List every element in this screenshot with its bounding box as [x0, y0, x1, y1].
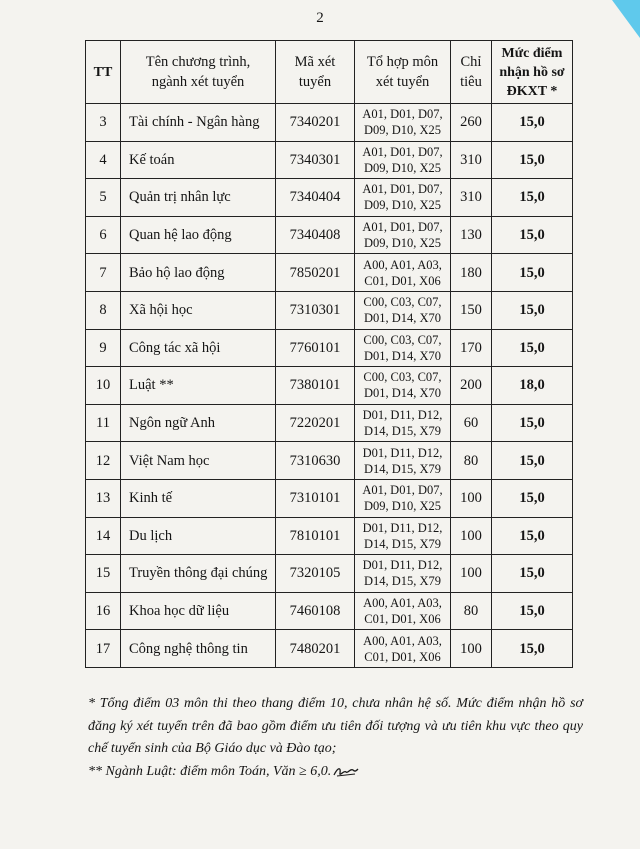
header-tt: TT: [86, 41, 121, 104]
row-code: 7320105: [276, 555, 355, 593]
row-score: 15,0: [492, 254, 573, 292]
row-quota: 100: [451, 555, 492, 593]
row-score: 18,0: [492, 367, 573, 405]
row-combo-line2: C01, D01, X06: [364, 273, 441, 288]
row-combo-line2: D14, D15, X79: [363, 574, 442, 589]
row-program-name: Truyền thông đại chúng: [121, 555, 276, 593]
row-code: 7340408: [276, 216, 355, 254]
admission-table: [85, 40, 573, 668]
row-combo: [355, 254, 451, 292]
row-combo-line1: A00, A01, A03,: [363, 633, 442, 648]
row-program-name: Khoa học dữ liệu: [121, 592, 276, 630]
row-score: 15,0: [492, 104, 573, 142]
row-tt: 15: [86, 555, 121, 593]
table-header-row: [86, 41, 573, 104]
row-combo-line1: A00, A01, A03,: [363, 257, 442, 272]
row-combo: [355, 592, 451, 630]
row-quota: 150: [451, 291, 492, 329]
row-program-name: Ngôn ngữ Anh: [121, 404, 276, 442]
table-row: [86, 291, 573, 329]
row-code: 7340301: [276, 141, 355, 179]
row-combo: [355, 555, 451, 593]
row-quota: 100: [451, 630, 492, 668]
row-program-name: Xã hội học: [121, 291, 276, 329]
row-tt: 7: [86, 254, 121, 292]
header-combo-line2: xét tuyển: [375, 74, 430, 90]
row-score: 15,0: [492, 404, 573, 442]
row-combo: [355, 479, 451, 517]
row-combo: [355, 216, 451, 254]
row-combo-line2: D09, D10, X25: [363, 123, 442, 138]
header-program-line1: Tên chương trình,: [145, 54, 251, 70]
table-row: [86, 216, 573, 254]
table-row: [86, 141, 573, 179]
row-code: 7380101: [276, 367, 355, 405]
row-combo: [355, 517, 451, 555]
header-quota: [451, 41, 492, 104]
row-combo: [355, 404, 451, 442]
header-code-line1: Mã xét: [294, 54, 336, 70]
row-code: 7310630: [276, 442, 355, 480]
row-quota: 170: [451, 329, 492, 367]
row-combo-line1: D01, D11, D12,: [362, 520, 443, 535]
footnote-2: [88, 761, 583, 784]
table-row: [86, 104, 573, 142]
row-combo: [355, 630, 451, 668]
header-quota-line2: tiêu: [460, 74, 482, 90]
row-combo-line2: D01, D14, X70: [363, 311, 442, 326]
row-score: 15,0: [492, 329, 573, 367]
row-program-name: Kinh tế: [121, 479, 276, 517]
row-combo-line1: C00, C03, C07,: [363, 332, 442, 347]
initials-signature-icon: [333, 764, 359, 778]
row-combo-line1: D01, D11, D12,: [362, 558, 443, 573]
table-row: [86, 404, 573, 442]
table-row: [86, 254, 573, 292]
table-row: [86, 592, 573, 630]
row-score: 15,0: [492, 592, 573, 630]
row-quota: 80: [451, 442, 492, 480]
row-tt: 17: [86, 630, 121, 668]
row-tt: 6: [86, 216, 121, 254]
row-program-name: Bảo hộ lao động: [121, 254, 276, 292]
row-quota: 100: [451, 479, 492, 517]
row-score: 15,0: [492, 291, 573, 329]
row-combo-line1: A01, D01, D07,: [362, 182, 443, 197]
row-code: 7310101: [276, 479, 355, 517]
header-combo-line1: Tổ hợp môn: [366, 54, 439, 70]
row-combo: [355, 367, 451, 405]
row-tt: 16: [86, 592, 121, 630]
row-code: 7850201: [276, 254, 355, 292]
header-quota-line1: Chỉ: [460, 54, 482, 70]
header-code-line2: tuyển: [298, 74, 332, 90]
table-row: [86, 555, 573, 593]
row-combo-line2: D09, D10, X25: [363, 236, 442, 251]
row-combo-line2: D14, D15, X79: [363, 536, 442, 551]
row-program-name: Du lịch: [121, 517, 276, 555]
row-combo: [355, 291, 451, 329]
row-code: 7310301: [276, 291, 355, 329]
row-combo-line2: D09, D10, X25: [363, 160, 442, 175]
row-combo: [355, 141, 451, 179]
row-combo-line1: A01, D01, D07,: [362, 144, 443, 159]
row-quota: 260: [451, 104, 492, 142]
row-combo-line1: D01, D11, D12,: [362, 445, 443, 460]
row-combo-line2: D09, D10, X25: [363, 198, 442, 213]
page-number: 2: [316, 10, 324, 26]
table-row: [86, 630, 573, 668]
row-score: 15,0: [492, 517, 573, 555]
row-tt: 12: [86, 442, 121, 480]
row-quota: 200: [451, 367, 492, 405]
row-combo-line2: D14, D15, X79: [363, 461, 442, 476]
row-program-name: Công nghệ thông tin: [121, 630, 276, 668]
row-score: 15,0: [492, 141, 573, 179]
table-body: [86, 104, 573, 668]
row-program-name: Tài chính - Ngân hàng: [121, 104, 276, 142]
row-score: 15,0: [492, 555, 573, 593]
row-score: 15,0: [492, 216, 573, 254]
header-program-line2: ngành xét tuyển: [151, 74, 245, 90]
header-program: [121, 41, 276, 104]
row-program-name: Công tác xã hội: [121, 329, 276, 367]
row-tt: 9: [86, 329, 121, 367]
header-code: [276, 41, 355, 104]
row-combo-line1: D01, D11, D12,: [362, 408, 443, 423]
row-code: 7480201: [276, 630, 355, 668]
row-score: 15,0: [492, 630, 573, 668]
row-tt: 11: [86, 404, 121, 442]
row-combo-line1: C00, C03, C07,: [363, 370, 442, 385]
row-combo-line2: D01, D14, X70: [363, 386, 442, 401]
table-row: [86, 442, 573, 480]
row-code: 7760101: [276, 329, 355, 367]
row-program-name: Quản trị nhân lực: [121, 179, 276, 217]
row-score: 15,0: [492, 179, 573, 217]
row-code: 7340404: [276, 179, 355, 217]
header-combo: [355, 41, 451, 104]
row-combo-line1: C00, C03, C07,: [363, 295, 442, 310]
table-row: [86, 179, 573, 217]
row-combo-line1: A01, D01, D07,: [362, 220, 443, 235]
row-score: 15,0: [492, 479, 573, 517]
table-row: [86, 517, 573, 555]
row-program-name: Kế toán: [121, 141, 276, 179]
row-combo: [355, 442, 451, 480]
row-tt: 13: [86, 479, 121, 517]
row-tt: 14: [86, 517, 121, 555]
row-combo-line1: A01, D01, D07,: [362, 483, 443, 498]
header-score-line1: Mức điểm: [501, 45, 563, 61]
row-program-name: Luật **: [121, 367, 276, 405]
row-tt: 3: [86, 104, 121, 142]
row-combo-line1: A00, A01, A03,: [363, 596, 442, 611]
row-program-name: Quan hệ lao động: [121, 216, 276, 254]
row-program-name: Việt Nam học: [121, 442, 276, 480]
row-combo-line1: A01, D01, D07,: [362, 107, 443, 122]
row-tt: 5: [86, 179, 121, 217]
row-score: 15,0: [492, 442, 573, 480]
row-quota: 100: [451, 517, 492, 555]
row-combo: [355, 329, 451, 367]
row-tt: 4: [86, 141, 121, 179]
row-tt: 8: [86, 291, 121, 329]
row-quota: 60: [451, 404, 492, 442]
row-quota: 130: [451, 216, 492, 254]
row-combo: [355, 179, 451, 217]
row-quota: 310: [451, 179, 492, 217]
footnote-2-text: ** Ngành Luật: điểm môn Toán, Văn ≥ 6,0.: [88, 763, 332, 779]
header-score-line3: ĐKXT *: [506, 83, 558, 99]
header-score: [492, 41, 573, 104]
footnote-1: * Tổng điểm 03 môn thi theo thang điểm 10, chưa nhân hệ số. Mức điểm nhận hồ sơ đăng ký xét tuyển trên đã bao gồm điểm ưu tiên đối tượng và ưu tiên khu vực theo quy chế tuyển sinh của Bộ Giáo dục và Đào tạo;: [88, 696, 583, 756]
row-code: 7220201: [276, 404, 355, 442]
row-code: 7340201: [276, 104, 355, 142]
row-combo-line2: D09, D10, X25: [363, 499, 442, 514]
table-row: [86, 367, 573, 405]
row-combo-line2: D01, D14, X70: [363, 348, 442, 363]
row-quota: 180: [451, 254, 492, 292]
row-quota: 80: [451, 592, 492, 630]
row-tt: 10: [86, 367, 121, 405]
row-combo-line2: C01, D01, X06: [364, 612, 441, 627]
header-score-line2: nhận hồ sơ: [499, 64, 565, 80]
footnotes: [88, 693, 583, 783]
row-quota: 310: [451, 141, 492, 179]
table-row: [86, 479, 573, 517]
row-code: 7460108: [276, 592, 355, 630]
row-code: 7810101: [276, 517, 355, 555]
table-row: [86, 329, 573, 367]
row-combo: [355, 104, 451, 142]
row-combo-line2: D14, D15, X79: [363, 424, 442, 439]
row-combo-line2: C01, D01, X06: [364, 649, 441, 664]
